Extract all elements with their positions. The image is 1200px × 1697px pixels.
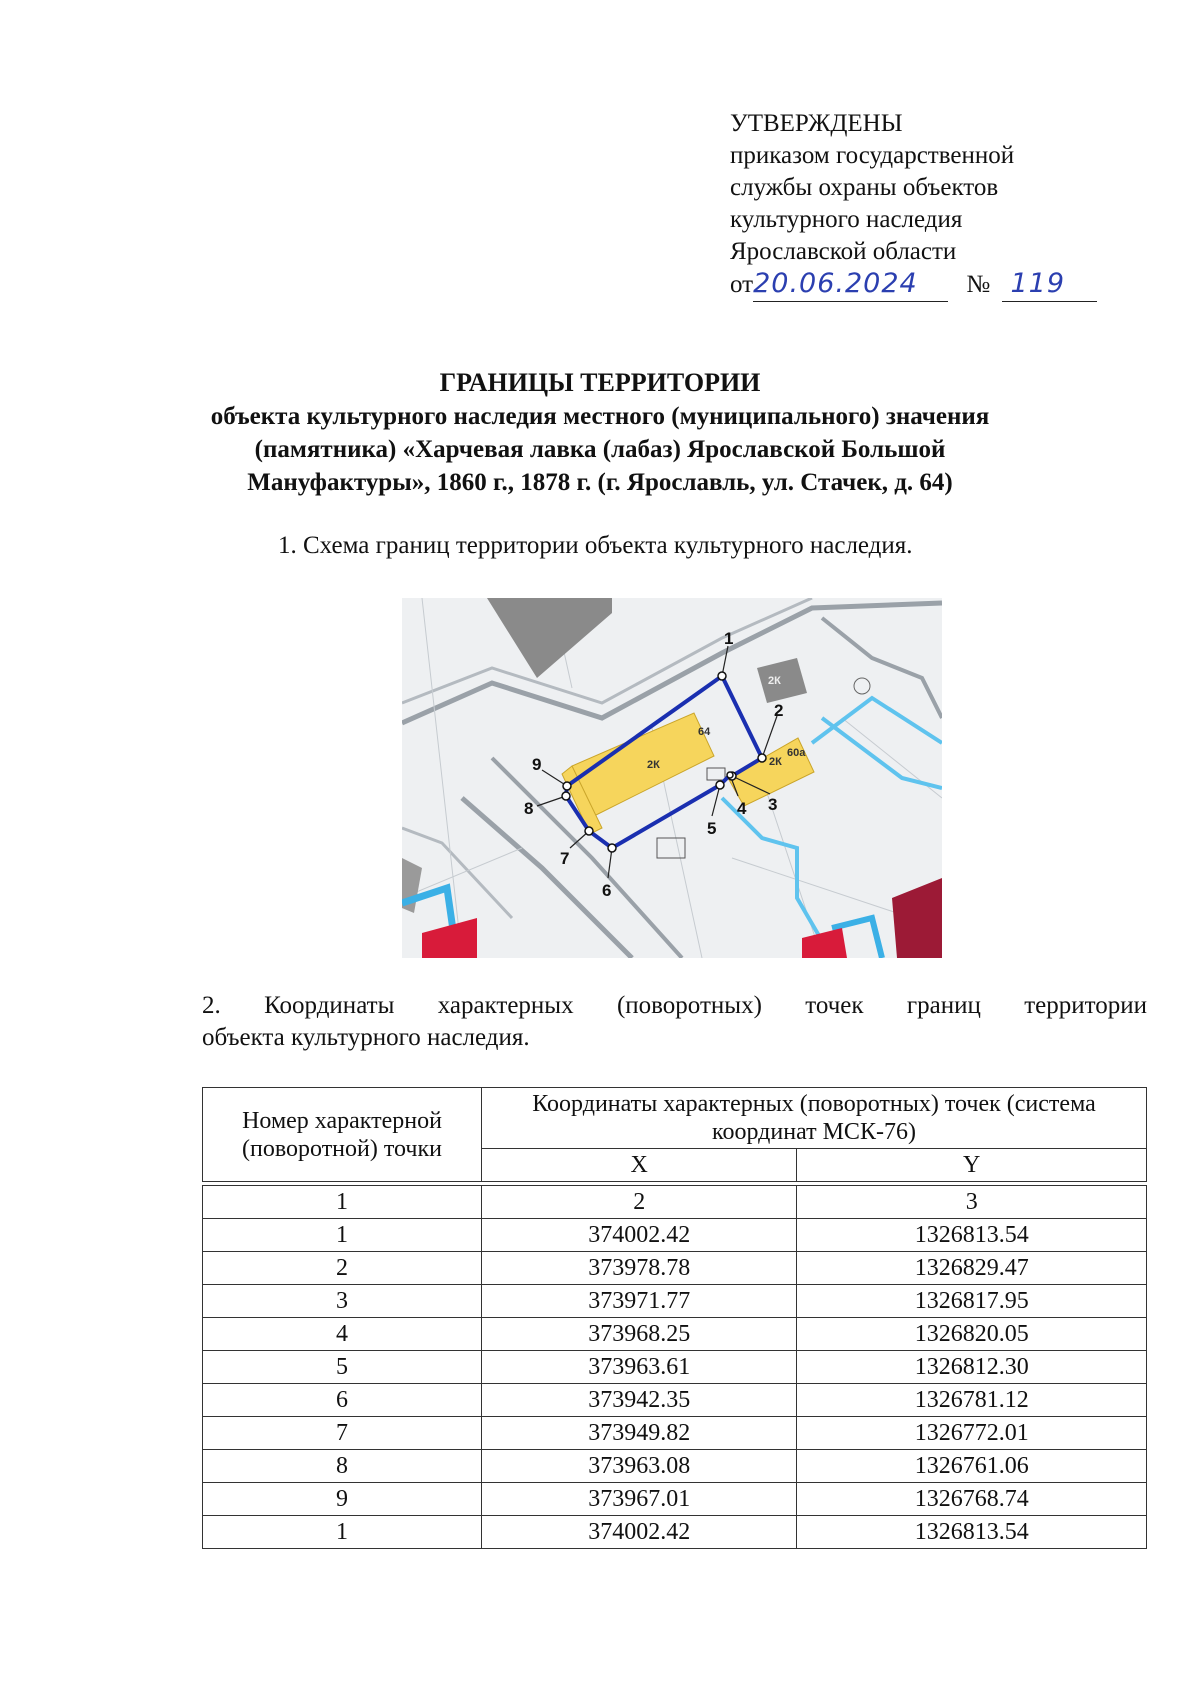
coordinates-table	[202, 1087, 1147, 1549]
approval-line: приказом государственной	[730, 142, 1015, 169]
number-underline	[1002, 268, 1097, 302]
point-number: 4	[203, 1318, 482, 1351]
table-row	[203, 1483, 1147, 1516]
table-row	[203, 1384, 1147, 1417]
number-prefix: №	[966, 271, 991, 298]
coord-y: 1326817.95	[797, 1285, 1147, 1318]
vertex-4	[727, 772, 733, 778]
section-2-heading: 2. Координаты характерных (поворотных) точек границ территории	[202, 992, 1147, 1019]
vertex-6	[608, 844, 616, 852]
table-row	[203, 1252, 1147, 1285]
vertex-5	[716, 781, 724, 789]
point-label-7: 7	[560, 849, 570, 868]
vertex-1	[718, 672, 726, 680]
date-prefix: от	[730, 271, 754, 298]
approval-line: службы охраны объектов	[730, 174, 999, 201]
building-label: 2К	[647, 759, 660, 771]
section-2-heading-cont: объекта культурного наследия.	[202, 1024, 530, 1051]
table-row	[203, 1318, 1147, 1351]
coord-y: 1326813.54	[797, 1219, 1147, 1252]
point-label-8: 8	[524, 799, 534, 818]
table-header-row	[203, 1088, 1147, 1149]
coord-y: 1326761.06	[797, 1450, 1147, 1483]
approval-line: культурного наследия	[730, 206, 963, 233]
point-number: 3	[203, 1285, 482, 1318]
point-label-2: 2	[774, 701, 784, 720]
header-y: Y	[797, 1149, 1147, 1182]
coord-y: 1326813.54	[797, 1516, 1147, 1549]
building-label: 2К	[769, 756, 782, 768]
approval-heading: УТВЕРЖДЕНЫ	[730, 110, 903, 137]
table-row	[203, 1417, 1147, 1450]
approval-number: 119	[1010, 268, 1066, 299]
coord-y: 1326820.05	[797, 1318, 1147, 1351]
coord-x: 373963.08	[482, 1450, 797, 1483]
vertex-8	[562, 792, 570, 800]
table-row	[203, 1351, 1147, 1384]
coord-y: 1326781.12	[797, 1384, 1147, 1417]
boundary-map	[402, 598, 942, 958]
point-label-1: 1	[724, 629, 734, 648]
column-number: 1	[203, 1186, 482, 1219]
building-label: 2К	[768, 675, 781, 687]
coord-y: 1326829.47	[797, 1252, 1147, 1285]
subtitle-line: Мануфактуры», 1860 г., 1878 г. (г. Ярославль, ул. Стачек, д. 64)	[247, 469, 953, 496]
coord-x: 374002.42	[482, 1219, 797, 1252]
section-1-heading: 1. Схема границ территории объекта культурного наследия.	[278, 532, 913, 559]
table-row	[203, 1516, 1147, 1549]
coord-x: 373971.77	[482, 1285, 797, 1318]
header-coordinates: Координаты характерных (поворотных) точек (система координат МСК-76)	[482, 1088, 1147, 1149]
coord-x: 373968.25	[482, 1318, 797, 1351]
table-row	[203, 1450, 1147, 1483]
point-number: 5	[203, 1351, 482, 1384]
point-number: 2	[203, 1252, 482, 1285]
building-label: 60а	[787, 747, 806, 759]
coord-y: 1326812.30	[797, 1351, 1147, 1384]
coord-x: 373967.01	[482, 1483, 797, 1516]
coord-x: 373963.61	[482, 1351, 797, 1384]
point-number: 1	[203, 1219, 482, 1252]
approval-date: 20.06.2024	[753, 268, 918, 299]
coord-x: 374002.42	[482, 1516, 797, 1549]
table-row	[203, 1285, 1147, 1318]
date-underline	[753, 268, 948, 302]
coord-x: 373978.78	[482, 1252, 797, 1285]
table-row	[203, 1219, 1147, 1252]
point-number: 9	[203, 1483, 482, 1516]
vertex-7	[585, 827, 593, 835]
point-label-4: 4	[737, 799, 747, 818]
coord-x: 373942.35	[482, 1384, 797, 1417]
coord-y: 1326772.01	[797, 1417, 1147, 1450]
approval-line: Ярославской области	[730, 238, 957, 265]
coord-x: 373949.82	[482, 1417, 797, 1450]
building-label: 64	[698, 726, 711, 738]
point-number: 6	[203, 1384, 482, 1417]
point-number: 1	[203, 1516, 482, 1549]
column-number: 3	[797, 1186, 1147, 1219]
page-title: ГРАНИЦЫ ТЕРРИТОРИИ	[439, 368, 761, 397]
map-background	[402, 598, 942, 958]
vertex-2	[758, 754, 766, 762]
point-label-3: 3	[768, 795, 778, 814]
point-label-9: 9	[532, 755, 542, 774]
subtitle-line: объекта культурного наследия местного (муниципального) значения	[210, 403, 990, 430]
column-number: 2	[482, 1186, 797, 1219]
header-point-number: Номер характерной (поворотной) точки	[203, 1088, 482, 1182]
approval-block	[730, 108, 1097, 302]
subtitle-line: (памятника) «Харчевая лавка (лабаз) Ярославской Большой	[254, 436, 946, 463]
column-number-row	[203, 1186, 1147, 1219]
vertex-9	[563, 782, 571, 790]
point-number: 8	[203, 1450, 482, 1483]
point-label-5: 5	[707, 819, 717, 838]
point-number: 7	[203, 1417, 482, 1450]
header-x: X	[482, 1149, 797, 1182]
page-subtitle	[0, 400, 1200, 499]
approval-date-line	[730, 268, 1097, 302]
coord-y: 1326768.74	[797, 1483, 1147, 1516]
point-label-6: 6	[602, 881, 612, 900]
